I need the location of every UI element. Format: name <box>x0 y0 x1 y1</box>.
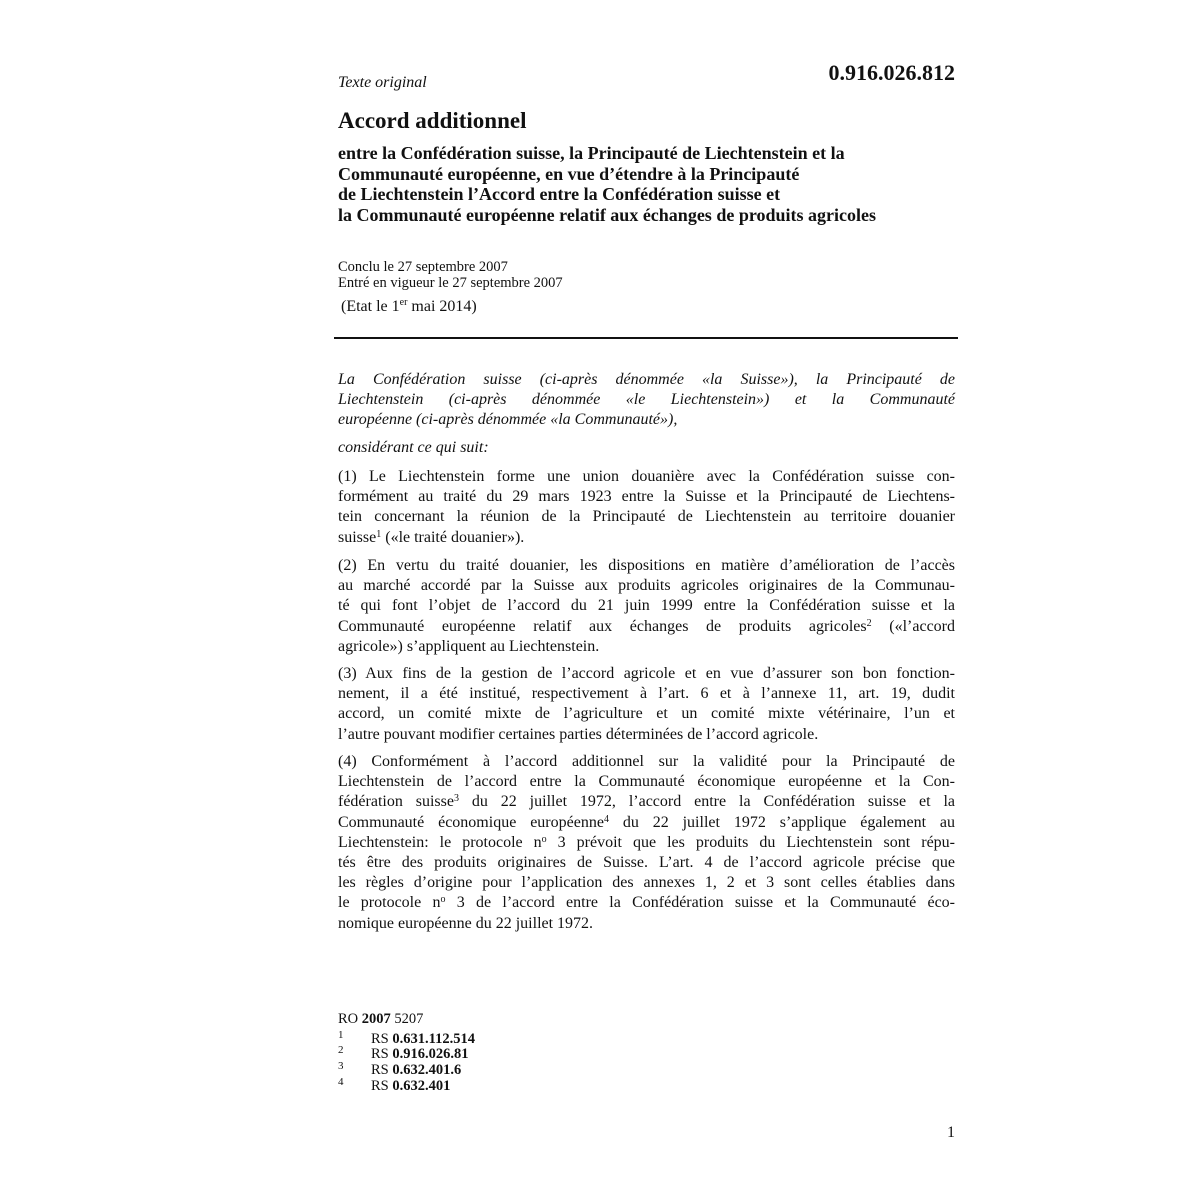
document-subtitle <box>338 143 958 225</box>
paragraph-line: l’autre pouvant modifier certaines parties déterminées de l’accord agricole. <box>338 725 819 743</box>
document-title: Accord additionnel <box>338 108 527 133</box>
footnote-number: 3 <box>338 1060 344 1072</box>
paragraph-line: fédération suisse$^3$ du 22 juillet 1972, l’accord entre la Confédération suisse et la <box>338 793 955 811</box>
ro-year: 2007 <box>361 1011 391 1027</box>
paragraph-line: Communauté économique européenne$^4$ du 22 juillet 1972 s’applique également au <box>338 813 956 831</box>
paragraph-line: (4) Conformément à l’accord additionnel sur la validité pour la Principauté de <box>338 753 955 770</box>
footnote-text: RS 0.632.401 <box>371 1078 451 1094</box>
paragraph-line: agricole») s’appliquent au Liechtenstein. <box>338 637 600 655</box>
paragraph-line: accord, un comité mixte de l’agriculture et un comité mixte vétérinaire, l’un et <box>338 705 955 723</box>
footnote-ref-4: 4 <box>603 813 609 825</box>
paragraph-line: suisse$^1$ («le traité douanier»). <box>338 528 525 546</box>
preamble <box>338 370 955 431</box>
paragraph-line: (2) En vertu du traité douanier, les dispositions en matière d’amélioration de l’accès <box>338 557 955 574</box>
paragraph-line: (3) Aux fins de la gestion de l’accord agricole et en vue d’assurer son bon fonction- <box>338 665 955 682</box>
paragraph-line: Communauté européenne relatif aux échanges de produits agricoles$^2$ («l’accord <box>338 617 956 635</box>
subtitle-line: Communauté européenne, en vue d’étendre à la Principauté <box>338 163 800 184</box>
subtitle-line: entre la Confédération suisse, la Principauté de Liechtenstein et la <box>338 143 845 163</box>
footnote-ref-2: 2 <box>866 617 872 629</box>
paragraph-line: tein concernant la réunion de la Principauté de Liechtenstein au territoire douanier <box>338 508 955 526</box>
paragraph-line: Liechtenstein: le protocole $n^o$ 3 prévoit que les produits du Liechtenstein sont répu- <box>338 833 955 851</box>
paragraph-4 <box>338 752 955 934</box>
entry-into-force-date: Entré en vigueur le 27 septembre 2007 <box>338 274 563 291</box>
preamble-line: européenne (ci-après dénommée «la Communauté»), <box>338 411 678 429</box>
preamble-line: La Confédération suisse (ci-après dénommée «la Suisse»), la Principauté de <box>338 371 955 388</box>
footnote-text: RS 0.916.026.81 <box>371 1046 469 1062</box>
footnote-number: 4 <box>338 1076 344 1088</box>
paragraph-line: (1) Le Liechtenstein forme une union douanière avec la Confédération suisse con- <box>338 468 955 485</box>
footnote-ref-3: 3 <box>453 793 459 805</box>
conclusion-date: Conclu le 27 septembre 2007 <box>338 259 508 275</box>
subtitle-line: de Liechtenstein l’Accord entre la Confédération suisse et <box>338 184 781 204</box>
considerant-heading: considérant ce qui suit: <box>338 439 489 456</box>
status-date-superscript: er <box>399 297 408 308</box>
footnote-text: RS 0.631.112.514 <box>371 1031 475 1047</box>
paragraph-3 <box>338 664 955 745</box>
status-date-after: mai 2014) <box>407 298 477 315</box>
status-date-before: (Etat le 1 <box>341 298 400 315</box>
dates-block <box>338 260 563 291</box>
paragraph-line: formément au traité du 29 mars 1923 entre la Suisse et la Principauté de Liechtens- <box>338 488 955 506</box>
paragraph-line: le protocole $n^o$ 3 de l’accord entre la Confédération suisse et la Communauté éco- <box>338 894 955 912</box>
paragraph-2 <box>338 556 955 657</box>
document-number: 0.916.026.812 <box>828 60 955 85</box>
paragraph-line: nomique européenne du 22 juillet 1972. <box>338 914 594 932</box>
paragraph-line: les règles d’origine pour l’application des annexes 1, 2 et 3 sont celles établies dans <box>338 874 955 892</box>
paragraph-line: tés être des produits originaires de Suisse. L’art. 4 de l’accord agricole précise que <box>338 854 955 872</box>
preamble-line: Liechtenstein (ci-après dénommée «le Liechtenstein») et la Communauté <box>338 391 955 409</box>
subtitle-line: la Communauté européenne relatif aux échanges de produits agricoles <box>338 204 876 225</box>
texte-original-label: Texte original <box>338 74 427 91</box>
footnote-number: 2 <box>338 1044 344 1056</box>
paragraph-line: nement, il a été institué, respectivement à l’art. 6 et à l’annexe 11, art. 19, dudit <box>338 685 955 703</box>
horizontal-rule <box>334 337 958 339</box>
footnote-number: 1 <box>338 1029 344 1041</box>
paragraph-line: au marché accordé par la Suisse aux produits agricoles originaires de la Communau- <box>338 577 955 595</box>
footnote-text: RS 0.632.401.6 <box>371 1062 462 1078</box>
status-date <box>341 298 477 316</box>
paragraph-1 <box>338 467 955 548</box>
page-number: 1 <box>947 1124 955 1141</box>
ro-reference: RO 2007 5207 <box>338 1011 424 1027</box>
paragraph-line: té qui font l’objet de l’accord du 21 juin 1999 entre la Confédération suisse et la <box>338 597 955 615</box>
footnote-ref-1: 1 <box>376 528 382 540</box>
paragraph-line: Liechtenstein de l’accord entre la Communauté économique européenne et la Con- <box>338 773 955 791</box>
